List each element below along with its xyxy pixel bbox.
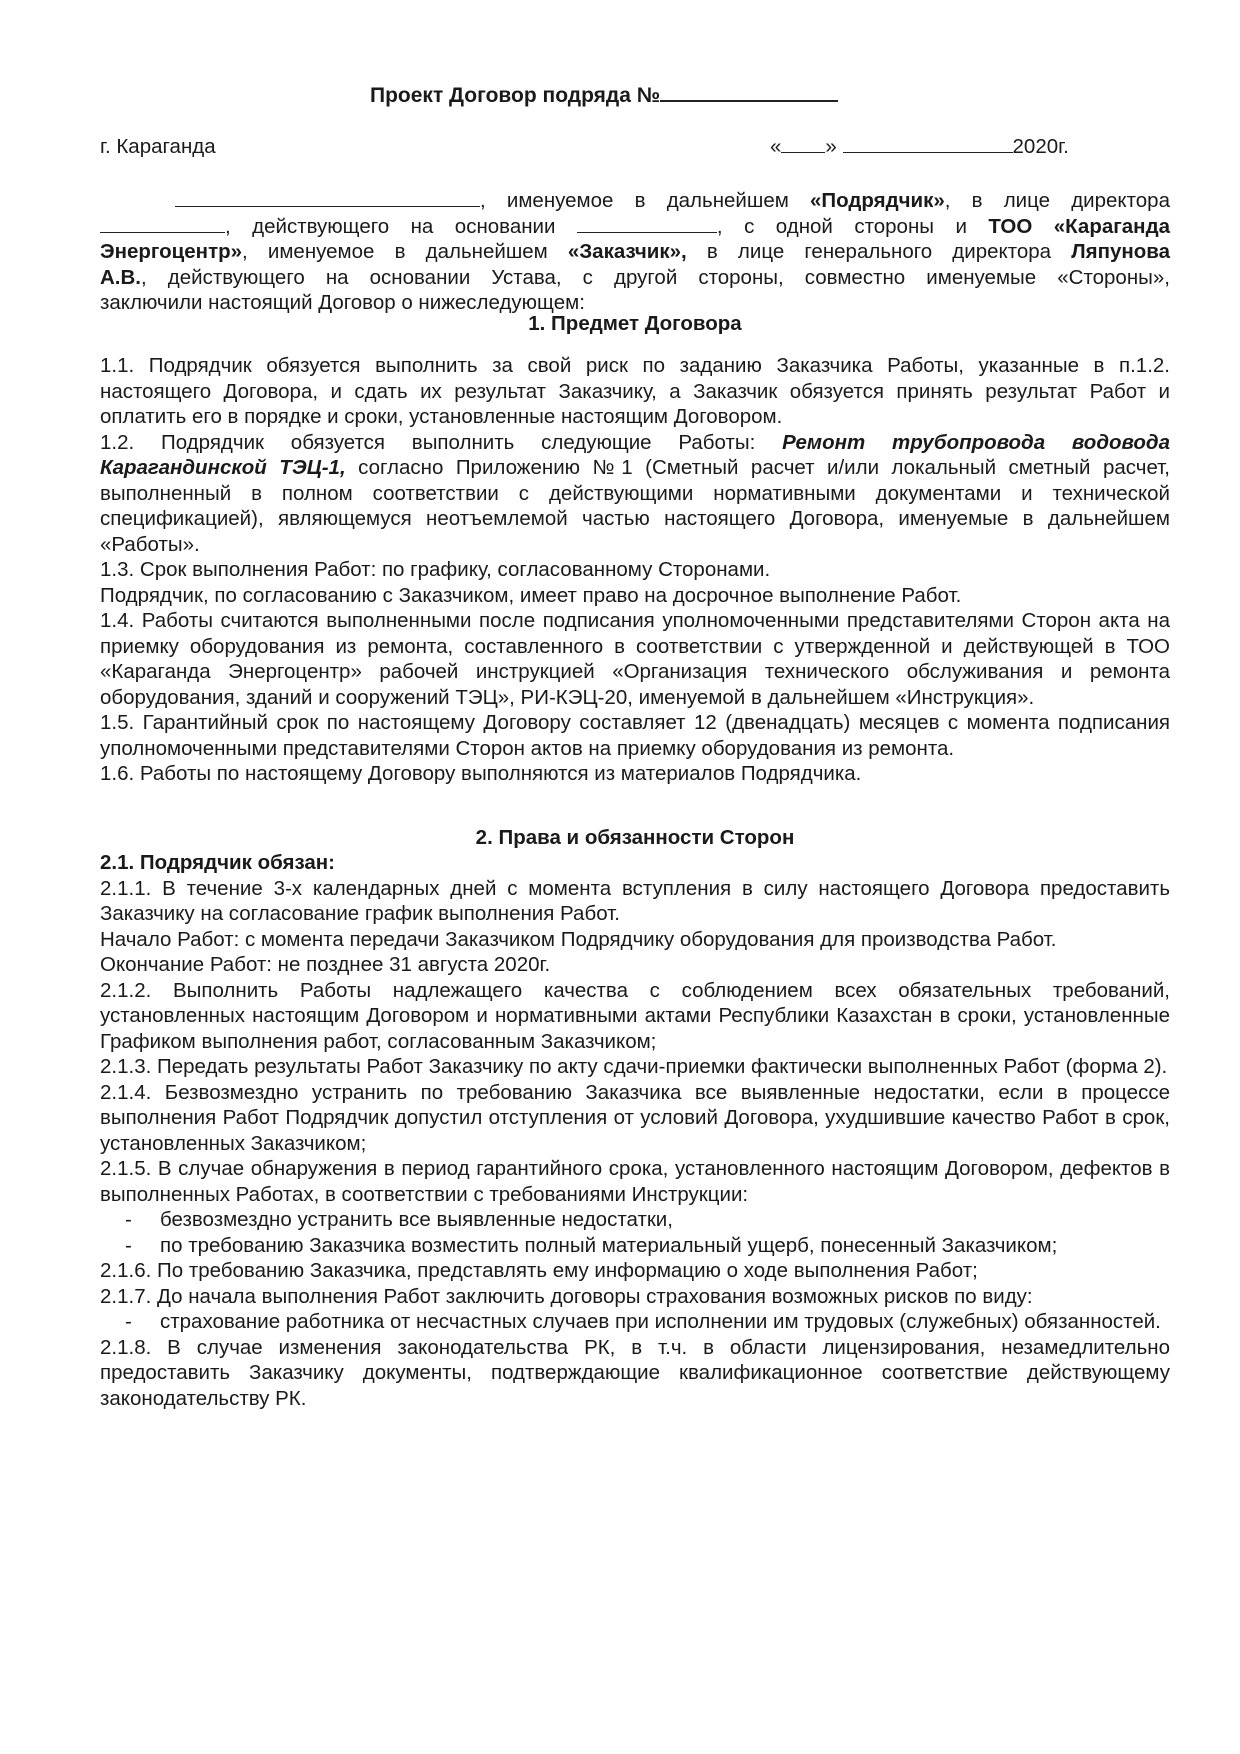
clause-1-6: 1.6. Работы по настоящему Договору выполняются из материалов Подрядчика. [100,762,862,785]
city-label: г. Караганда [100,135,216,158]
director-surname: Ляпунова [1071,240,1171,263]
preamble-line-2 [100,214,1170,240]
section-1-body [100,353,1170,787]
subsection-2-1: 2.1. Подрядчик обязан: [100,851,335,874]
clause-text: 1.2. Подрядчик обязуется выполнить следующие Работы: [100,430,783,454]
director-initials: А.В. [100,265,141,289]
clause-1-2 [100,430,1170,558]
preamble-line-4 [100,265,1170,291]
preamble-line-5: заключили настоящий Договор о нижеследующем: [100,291,585,314]
date-line [770,134,1069,160]
clause-1-3-note: Подрядчик, по согласованию с Заказчиком, имеет право на досрочное выполнение Работ. [100,583,962,607]
works-subject: Ремонт трубопровода водовода Карагандинской ТЭЦ-1, [100,430,1170,479]
clause-2-1-6: 2.1.6. По требованию Заказчика, представлять ему информацию о ходе выполнения Работ; [100,1259,978,1282]
preamble-line-1 [100,188,1170,214]
contractor-term: «Подрядчик» [809,189,945,212]
section-2-body [100,850,1170,1411]
contract-number-blank [660,82,838,102]
director-name-blank [100,216,225,233]
preamble-text: , действующего на основании Устава, с другой стороны, совместно именуемые «Стороны», [141,265,1170,289]
preamble-text: , именуемое в дальнейшем [480,189,810,212]
clause-1-1: 1.1. Подрядчик обязуется выполнить за свой риск по заданию Заказчика Работы, указанные в п.1.2. настоящего Договора, и сдать их результат Заказчику, а Заказчик обязуется принять результат Работ и оплатить его в порядке и сроки, установленные настоящим Договором. [100,354,1170,428]
clause-1-3: 1.3. Срок выполнения Работ: по графику, согласованному Сторонами. [100,558,771,581]
preamble-text: , в лице директора [944,189,1170,212]
section-1-heading: 1. Предмет Договора [528,312,742,335]
bullet-insurance: - страхование работника от несчастных случаев при исполнении им трудовых (служебных) обязанностей. [100,1309,1170,1335]
clause-2-1-2: 2.1.2. Выполнить Работы надлежащего качества с соблюдением всех обязательных требований, установленных настоящим Договором и нормативными актами Республики Казахстан в сроки, установленные Графиком выполнения работ, согласованным Заказчиком; [100,978,1170,1053]
clause-2-1-1: 2.1.1. В течение 3-х календарных дней с момента вступления в силу настоящего Договора предоставить Заказчику на согласование график выполнения Работ. [100,876,1170,925]
month-blank [843,136,1013,153]
clause-2-1-8: 2.1.8. В случае изменения законодательства РК, в т.ч. в области лицензирования, незамедлительно предоставить Заказчику документы, подтверждающие квалификационное соответствие действующему законодательству РК. [100,1335,1170,1410]
bullet-compensate-damage: - по требованию Заказчика возместить полный материальный ущерб, понесенный Заказчиком; [100,1233,1170,1259]
clause-2-1-5: 2.1.5. В случае обнаружения в период гарантийного срока, установленного настоящим Договором, дефектов в выполненных Работах, в соответствии с требованиями Инструкции: [100,1157,1170,1206]
clause-1-4: 1.4. Работы считаются выполненными после подписания уполномоченными представителями Сторон акта на приемку оборудования из ремонта, составленного в соответствии с утвержденной и действующей в ТОО «Караганда Энергоцентр» рабочей инструкцией «Организация технического обслуживания и ремонта оборудования, зданий и сооружений ТЭЦ», РИ-КЭЦ-20, именуемой в дальнейшем «Инструкция». [100,609,1170,709]
contractor-name-blank [175,190,480,207]
clause-2-1-4: 2.1.4. Безвозмездно устранить по требованию Заказчика все выявленные недостатки, если в процессе выполнения Работ Подрядчик допустил отступления от условий Договора, ухудшившие качество Работ в срок, установленных Заказчиком; [100,1080,1170,1155]
contract-page [100,0,1180,1754]
preamble-text: в лице генерального директора [686,240,1072,263]
clause-text: согласно Приложению №1 (Сметный расчет и/или локальный сметный расчет, выполненный в полном соответствии с действующими нормативными документами и технической спецификацией), являющемуся неотъемлемой частью настоящего Договора, именуемые в дальнейшем «Работы». [100,456,1170,556]
title-text: Проект Договор подряда № [370,84,661,107]
date-year: 2020г. [1012,135,1069,158]
day-blank [781,136,825,153]
works-start: Начало Работ: с момента передачи Заказчиком Подрядчику оборудования для производства Работ. [100,927,1057,951]
customer-company: ТОО «Караганда [988,214,1170,238]
preamble-text: , действующего на основании [225,214,556,238]
bullet-fix-defects: - безвозмездно устранить все выявленные недостатки, [100,1207,1170,1233]
customer-company-cont: Энергоцентр» [100,240,243,263]
date-close-quote: » [825,135,837,158]
date-open-quote: « [770,135,782,158]
customer-term: «Заказчик», [567,240,687,263]
preamble-text: , с одной стороны и [716,214,989,238]
clause-2-1-3: 2.1.3. Передать результаты Работ Заказчику по акту сдачи-приемки фактически выполненных Работ (форма 2). [100,1055,1168,1078]
works-end: Окончание Работ: не позднее 31 августа 2020г. [100,953,551,976]
basis-blank [577,216,717,233]
document-title [370,82,838,109]
section-2-heading: 2. Права и обязанности Сторон [475,826,795,849]
clause-2-1-7: 2.1.7. До начала выполнения Работ заключить договоры страхования возможных рисков по виду: [100,1284,1033,1308]
clause-1-5: 1.5. Гарантийный срок по настоящему Договору составляет 12 (двенадцать) месяцев с момента подписания уполномоченными представителями Сторон актов на приемку оборудования из ремонта. [100,711,1170,760]
preamble-text: , именуемое в дальнейшем [242,240,568,263]
preamble-line-3 [100,239,1170,265]
preamble [100,188,1170,316]
